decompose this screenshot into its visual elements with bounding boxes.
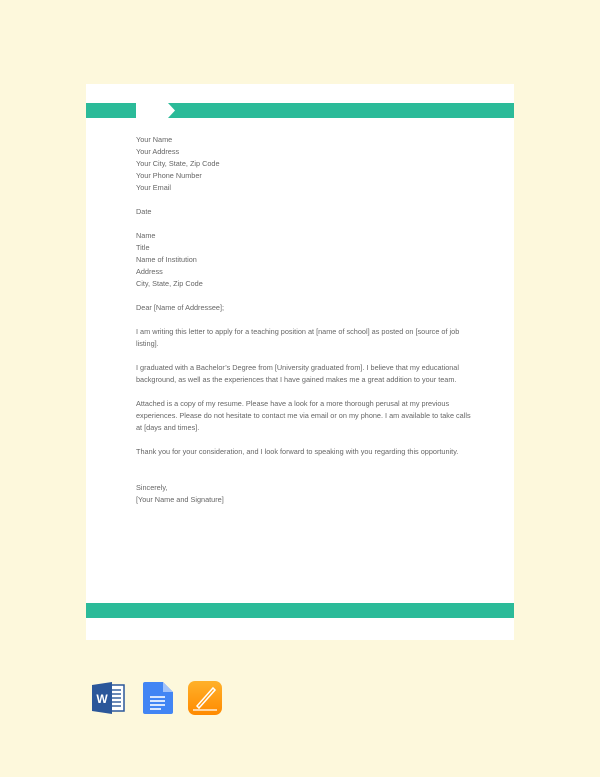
word-icon[interactable]	[92, 681, 126, 715]
sender-line: Your Phone Number	[136, 171, 202, 180]
paragraph-3-line: at [days and times].	[136, 423, 200, 432]
top-bar-right	[168, 103, 514, 118]
letter-body	[136, 134, 496, 506]
word-letter: W	[96, 692, 108, 706]
recipient-line: Name	[136, 231, 156, 240]
paragraph-1-line: listing].	[136, 339, 159, 348]
paragraph-4-line: Thank you for your consideration, and I look forward to speaking with you regarding this opportunity.	[136, 447, 459, 456]
recipient-line: Address	[136, 267, 163, 276]
sender-line: Your Name	[136, 135, 173, 144]
recipient-line: Title	[136, 243, 150, 252]
date: Date	[136, 207, 152, 216]
bottom-bar	[86, 603, 514, 618]
format-icons	[92, 681, 222, 715]
pages-icon[interactable]	[188, 681, 222, 715]
signature: [Your Name and Signature]	[136, 495, 224, 504]
sender-line: Your City, State, Zip Code	[136, 159, 220, 168]
paragraph-3-line: Attached is a copy of my resume. Please have a look for a more thorough perusal at my previous	[136, 399, 450, 408]
closing: Sincerely,	[136, 483, 168, 492]
paragraph-2-line: I graduated with a Bachelor’s Degree from [University graduated from]. I believe that my educational	[136, 363, 459, 372]
recipient-line: City, State, Zip Code	[136, 279, 203, 288]
paragraph-3-line: experiences. Please do not hesitate to contact me via email or on my phone. I am available to take calls	[136, 411, 471, 420]
sender-line: Your Address	[136, 147, 180, 156]
sender-line: Your Email	[136, 183, 172, 192]
google-docs-icon[interactable]	[140, 681, 174, 715]
recipient-line: Name of Institution	[136, 255, 197, 264]
paragraph-2-line: background, as well as the experiences that I have gained makes me a great addition to your team.	[136, 375, 457, 384]
letter-template-page	[86, 84, 514, 640]
top-bar-left	[86, 103, 136, 118]
salutation: Dear [Name of Addressee];	[136, 303, 225, 312]
paragraph-1-line: I am writing this letter to apply for a teaching position at [name of school] as posted on [source of job	[136, 327, 460, 336]
